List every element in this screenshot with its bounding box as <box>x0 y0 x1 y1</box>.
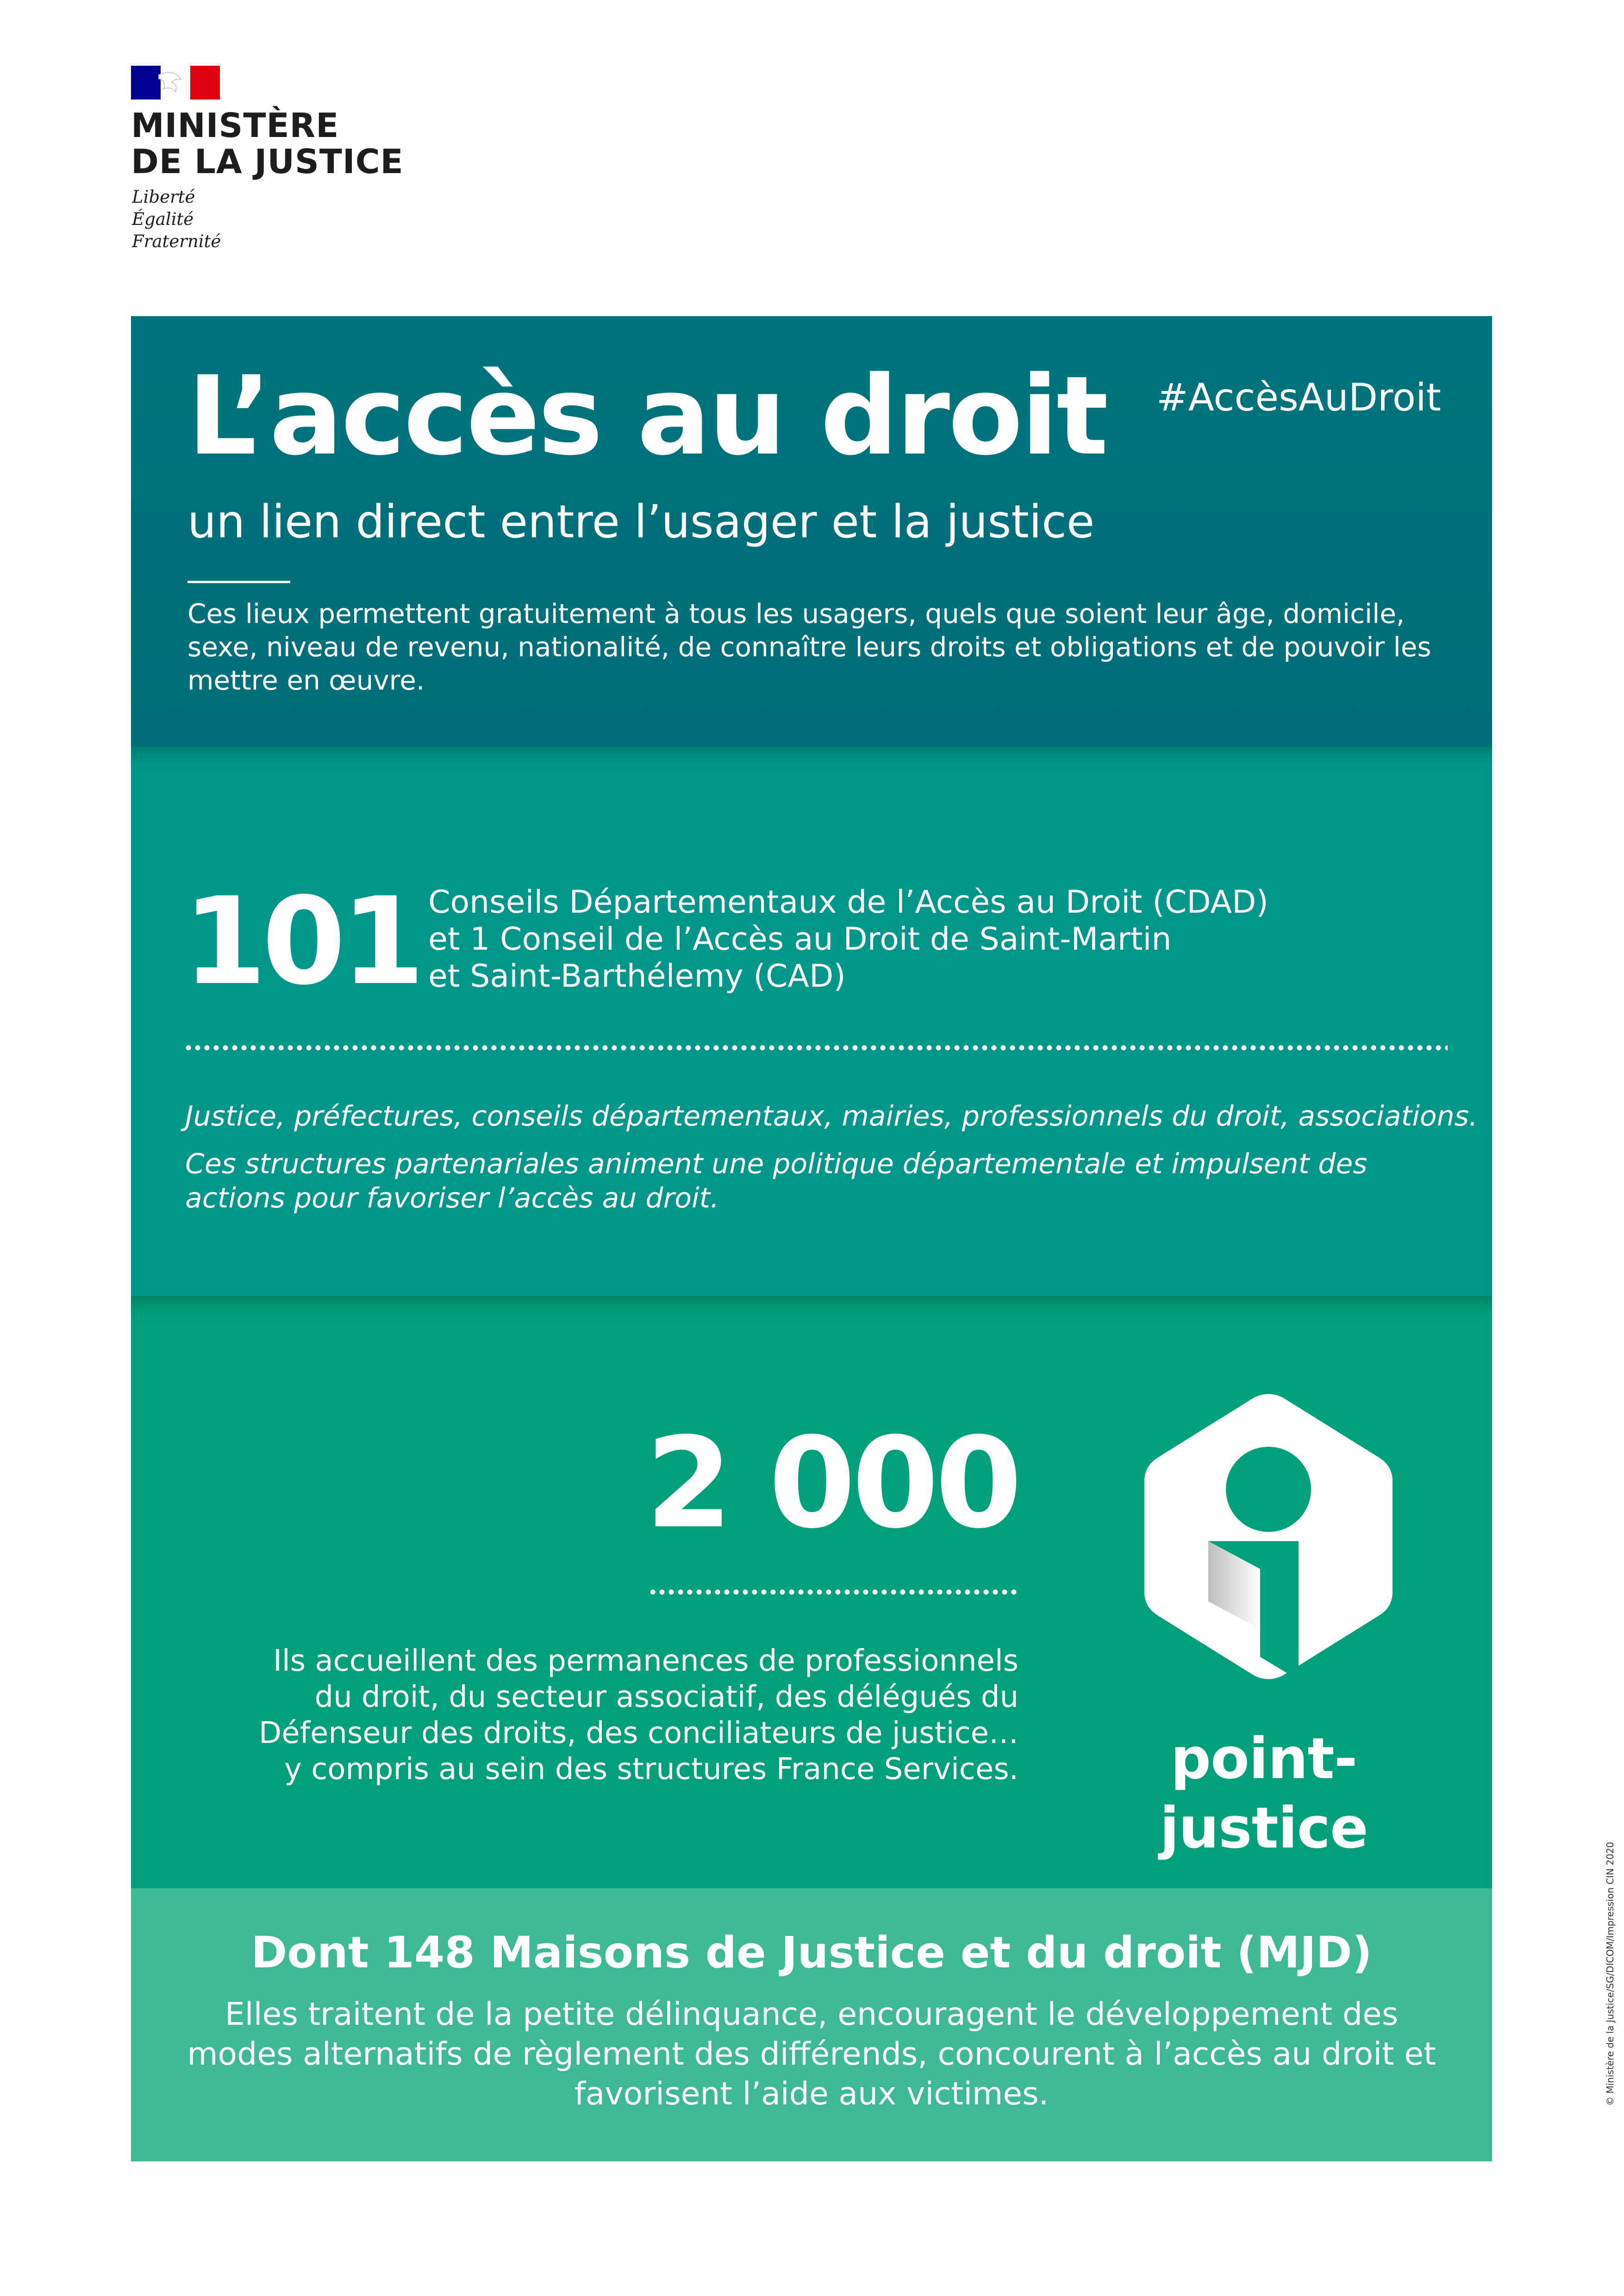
mjd-description <box>176 1995 1447 2114</box>
cdad-description-line-2: et 1 Conseil de l’Accès au Droit de Saint-Martin <box>428 921 1172 958</box>
intro-paragraph: Ces lieux permettent gratuitement à tous les usagers, quels que soient leur âge, domicile, sexe, niveau de revenu, nationalité, de connaître leurs droits et obligations et de pouvoir les mettre en œuvre. <box>187 598 1431 696</box>
dotted-divider-short <box>648 1589 1018 1595</box>
cdad-description-line-3: et Saint-Barthélemy (CAD) <box>428 958 846 995</box>
ministry-name-line-1: MINISTÈRE <box>131 106 339 145</box>
cdad-count: 101 <box>183 872 420 1012</box>
point-justice-description-line-1: Ils accueillent des permanences de professionnels <box>273 1644 1018 1678</box>
cdad-partners: Justice, préfectures, conseils départementaux, mairies, professionnels du droit, associations. <box>185 1100 1478 1132</box>
point-justice-description <box>194 1643 1018 1787</box>
copyright-credit: © Ministère de la Justice/SG/DICOM/Impression CIN 2020 <box>1605 1842 1616 2106</box>
mjd-description-line-3: favorisent l’aide aux victimes. <box>574 2076 1049 2112</box>
title-divider <box>187 581 290 583</box>
republic-flag-logo <box>131 66 220 100</box>
dotted-divider <box>184 1045 1448 1051</box>
mjd-title: Dont 148 Maisons de Justice et du droit (MJD) <box>251 1928 1372 1978</box>
mjd-description-line-2: modes alternatifs de règlement des différends, concourent à l’accès au droit et <box>187 2036 1436 2072</box>
point-justice-description-line-2: du droit, du secteur associatif, des délégués du <box>314 1680 1018 1714</box>
cdad-description-line-1: Conseils Départementaux de l’Accès au Droit (CDAD) <box>428 884 1268 921</box>
hashtag: #AccèsAuDroit <box>1156 376 1441 420</box>
point-justice-logo-icon <box>1139 1388 1398 1694</box>
cdad-mission-line-2: actions pour favoriser l’accès au droit. <box>185 1182 719 1214</box>
page-title: L’accès au droit <box>187 353 1107 479</box>
cdad-mission-line-1: Ces structures partenariales animent une politique départementale et impulsent des <box>185 1148 1368 1180</box>
point-justice-logo-label: point-justice <box>1160 1726 1368 1861</box>
mjd-description-line-1: Elles traitent de la petite délinquance, encouragent le développement des <box>225 1996 1399 2033</box>
page-subtitle: un lien direct entre l’usager et la justice <box>187 496 1095 548</box>
motto-egalite: Égalité <box>132 209 194 229</box>
point-justice-count: 2 000 <box>645 1410 1018 1556</box>
ministry-name-line-2: DE LA JUSTICE <box>131 142 404 181</box>
point-justice-description-line-4: y compris au sein des structures France Services. <box>284 1752 1018 1786</box>
point-justice-description-line-3: Défenseur des droits, des conciliateurs de justice… <box>258 1716 1018 1750</box>
motto-fraternite: Fraternité <box>132 231 221 251</box>
motto-liberte: Liberté <box>132 187 195 207</box>
